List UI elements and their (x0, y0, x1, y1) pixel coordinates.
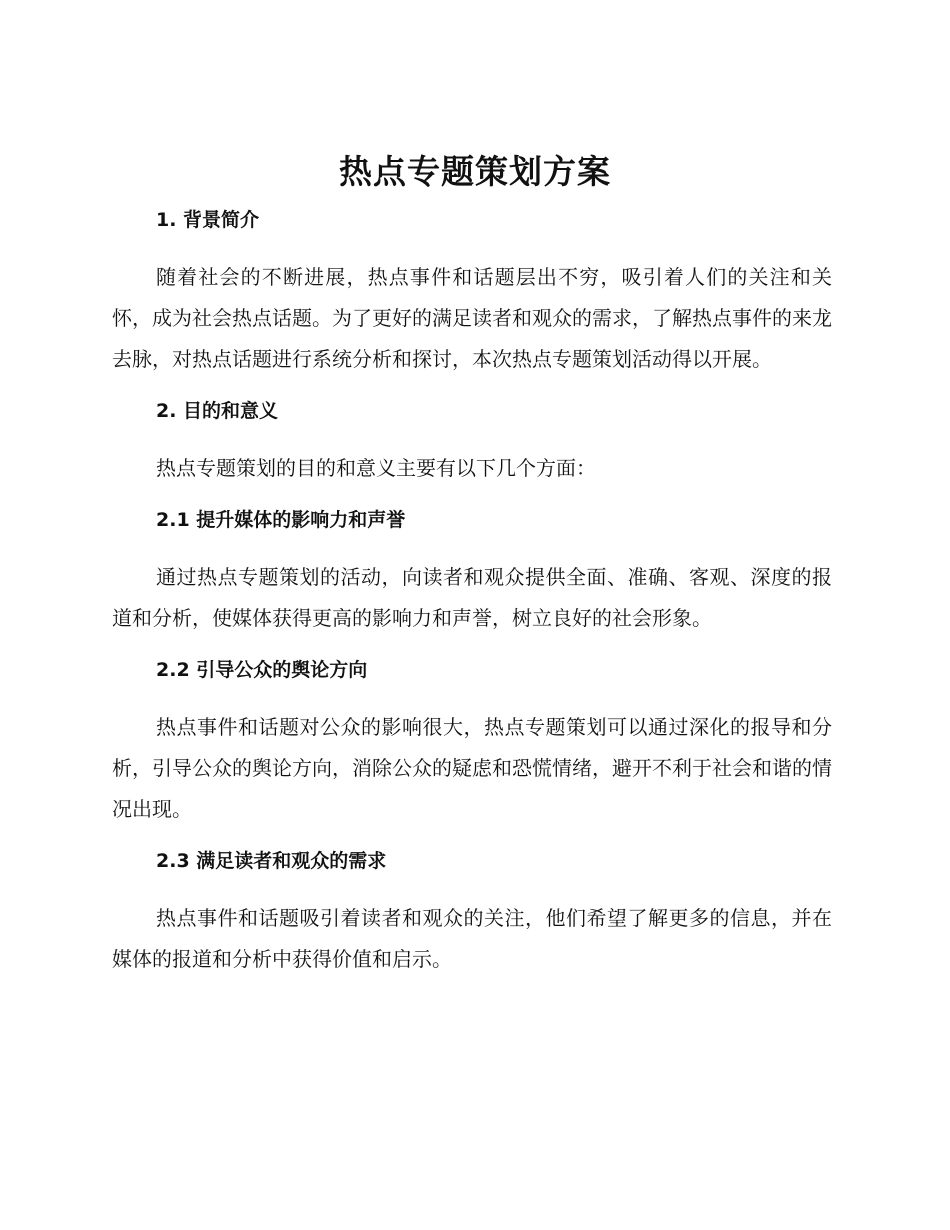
section-audience-needs (112, 844, 832, 980)
section-public-opinion (112, 653, 832, 830)
section-purpose (112, 394, 832, 489)
section-paragraph: 热点事件和话题吸引着读者和观众的关注，他们希望了解更多的信息，并在媒体的报道和分析中获得价值和启示。 (112, 906, 832, 971)
section-heading: 2. 目的和意义 (156, 400, 279, 422)
section-paragraph: 热点专题策划的目的和意义主要有以下几个方面： (156, 456, 596, 480)
section-influence (112, 503, 832, 639)
section-heading: 2.3 满足读者和观众的需求 (156, 850, 387, 872)
section-paragraph: 通过热点专题策划的活动，向读者和观众提供全面、准确、客观、深度的报道和分析，使媒体获得更高的影响力和声誉，树立良好的社会形象。 (112, 565, 832, 630)
document-title: 热点专题策划方案 (339, 152, 611, 191)
section-heading: 2.2 引导公众的舆论方向 (156, 659, 368, 681)
section-paragraph: 随着社会的不断进展，热点事件和话题层出不穷，吸引着人们的关注和关怀，成为社会热点话题。为了更好的满足读者和观众的需求，了解热点事件的来龙去脉，对热点话题进行系统分析和探讨，本次热点专题策划活动得以开展。 (112, 265, 832, 371)
document-body (112, 203, 832, 980)
section-paragraph: 热点事件和话题对公众的影响很大，热点专题策划可以通过深化的报导和分析，引导公众的舆论方向，消除公众的疑虑和恐慌情绪，避开不利于社会和谐的情况出现。 (112, 715, 832, 821)
section-heading: 2.1 提升媒体的影响力和声誉 (156, 509, 406, 531)
section-heading: 1. 背景简介 (156, 209, 260, 231)
section-background (112, 203, 832, 380)
